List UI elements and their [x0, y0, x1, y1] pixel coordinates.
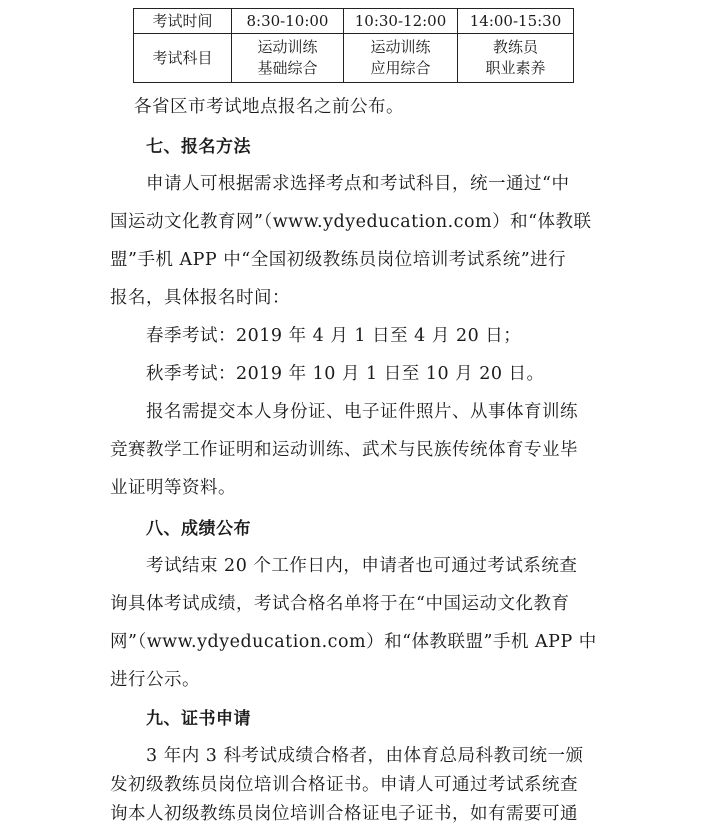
table-cell	[232, 34, 344, 83]
table-row	[134, 9, 574, 34]
paragraph-line: 业证明等资料。	[110, 478, 236, 498]
section-heading-9: 九、证书申请	[146, 709, 251, 729]
table-cell: 10:30-12:00	[344, 9, 458, 34]
paragraph-line: 报名，具体报名时间：	[110, 288, 290, 308]
paragraph-line: 申请人可根据需求选择考点和考试科目，统一通过“中	[146, 174, 570, 194]
cell-text: 运动训练	[257, 38, 318, 56]
section-heading-8: 八、成绩公布	[146, 519, 251, 539]
table-cell	[458, 34, 574, 83]
table-row	[134, 34, 574, 83]
paragraph-line: 考试结束 20 个工作日内，申请者也可通过考试系统查	[146, 556, 578, 576]
table-cell	[344, 34, 458, 83]
paragraph-line: 3 年内 3 科考试成绩合格者，由体育总局科教司统一颁	[146, 746, 584, 766]
paragraph-line: 国运动文化教育网”（www.ydyeducation.com）和“体教联	[110, 212, 592, 232]
paragraph-line: 网”（www.ydyeducation.com）和“体教联盟”手机 APP 中	[110, 632, 597, 652]
paragraph-line: 竞赛教学工作证明和运动训练、武术与民族传统体育专业毕	[110, 440, 578, 460]
cell-text: 考试科目	[152, 48, 213, 67]
paragraph-line: 盟”手机 APP 中“全国初级教练员岗位培训考试系统”进行	[110, 250, 567, 270]
table-cell: 考试时间	[134, 9, 232, 34]
cell-text: 基础综合	[257, 59, 318, 77]
venue-note: 各省区市考试地点报名之前公布。	[134, 97, 404, 117]
cell-text: 教练员	[492, 38, 538, 56]
exam-schedule-table	[133, 8, 574, 83]
cell-text: 职业素养	[485, 59, 546, 77]
cell-text: 应用综合	[370, 59, 431, 77]
paragraph-line: 发初级教练员岗位培训合格证书。申请人可通过考试系统查	[110, 775, 578, 795]
autumn-exam-date: 秋季考试：2019 年 10 月 1 日至 10 月 20 日。	[146, 364, 545, 384]
table-cell: 14:00-15:30	[458, 9, 574, 34]
spring-exam-date: 春季考试：2019 年 4 月 1 日至 4 月 20 日；	[146, 326, 522, 346]
paragraph-line: 询具体考试成绩，考试合格名单将于在“中国运动文化教育	[110, 594, 570, 614]
table-cell	[134, 34, 232, 83]
paragraph-line: 询本人初级教练员岗位培训合格证电子证书，如有需要可通	[110, 804, 578, 824]
paragraph-line: 进行公示。	[110, 670, 200, 690]
section-heading-7: 七、报名方法	[146, 137, 251, 157]
table-cell: 8:30-10:00	[232, 9, 344, 34]
cell-text: 运动训练	[370, 38, 431, 56]
paragraph-line: 报名需提交本人身份证、电子证件照片、从事体育训练	[146, 402, 578, 422]
